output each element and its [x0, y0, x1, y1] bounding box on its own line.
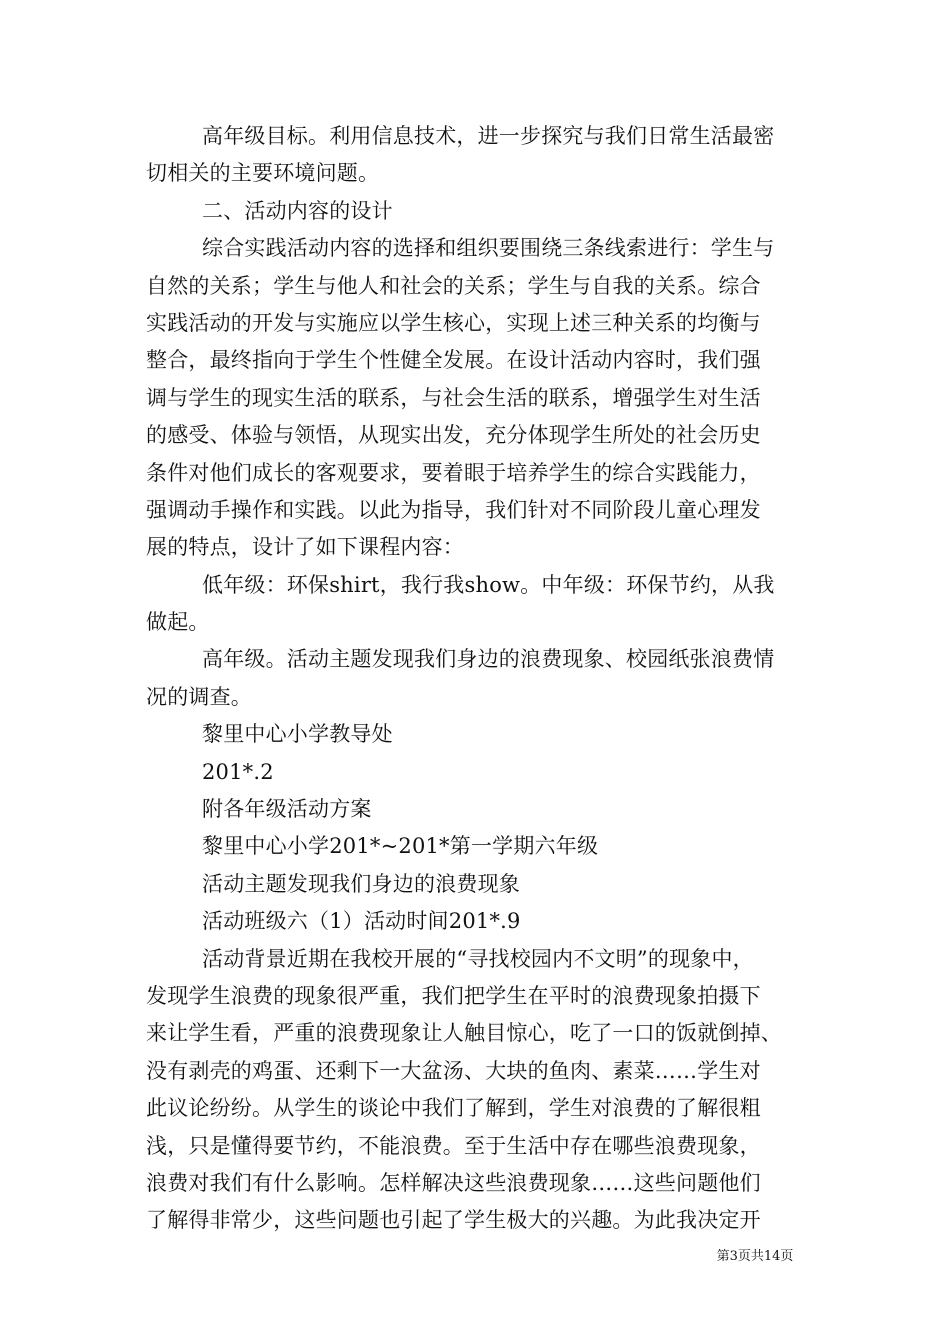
text-line: 自然的关系；学生与他人和社会的关系；学生与自我的关系。综合: [146, 273, 761, 298]
page-number-footer: 第3页共14页: [716, 1249, 794, 1264]
text-line: 强调动手操作和实践。以此为指导，我们针对不同阶段儿童心理发: [146, 497, 761, 522]
text-line: 浪费对我们有什么影响。怎样解决这些浪费现象……这些问题他们: [146, 1170, 761, 1195]
text-line: 黎里中心小学201*~201*第一学期六年级: [202, 834, 599, 859]
text-line: 二、活动内容的设计: [202, 198, 393, 223]
text-line: 201*.2: [202, 759, 274, 784]
text-line: 黎里中心小学教导处: [202, 722, 393, 747]
text-line: 来让学生看，严重的浪费现象让人触目惊心，吃了一口的饭就倒掉、: [146, 1021, 782, 1046]
text-line: 高年级。活动主题发现我们身边的浪费现象、校园纸张浪费情: [202, 647, 775, 672]
text-line: 低年级：环保shirt，我行我show。中年级：环保节约，从我: [202, 572, 775, 597]
text-line: 活动主题发现我们身边的浪费现象: [202, 871, 520, 896]
text-line: 没有剥壳的鸡蛋、还剩下一大盆汤、大块的鱼肉、素菜……学生对: [146, 1058, 761, 1083]
text-line: 的感受、体验与领悟，从现实出发，充分体现学生所处的社会历史: [146, 423, 761, 448]
text-line: 高年级目标。利用信息技术，进一步探究与我们日常生活最密: [202, 124, 775, 148]
text-line: 了解得非常少，这些问题也引起了学生极大的兴趣。为此我决定开: [146, 1208, 761, 1233]
text-line: 此议论纷纷。从学生的谈论中我们了解到，学生对浪费的了解很粗: [146, 1096, 761, 1121]
text-line: 实践活动的开发与实施应以学生核心，实现上述三种关系的均衡与: [146, 310, 761, 335]
text-line: 发现学生浪费的现象很严重，我们把学生在平时的浪费现象拍摄下: [146, 983, 761, 1008]
text-line: 切相关的主要环境问题。: [146, 161, 380, 186]
text-line: 做起。: [146, 610, 210, 635]
text-line: 附各年级活动方案: [202, 797, 372, 822]
text-line: 条件对他们成长的客观要求，要着眼于培养学生的综合实践能力，: [146, 460, 761, 485]
text-line: 活动班级六（1）活动时间201*.9: [202, 909, 521, 934]
text-line: 综合实践活动内容的选择和组织要围绕三条线索进行：学生与: [202, 236, 775, 261]
text-line: 活动背景近期在我校开展的“寻找校园内不文明”的现象中，: [202, 946, 754, 971]
text-line: 调与学生的现实生活的联系，与社会生活的联系，增强学生对生活: [146, 385, 761, 410]
text-line: 浅，只是懂得要节约，不能浪费。至于生活中存在哪些浪费现象，: [146, 1133, 761, 1158]
text-line: 整合，最终指向于学生个性健全发展。在设计活动内容时，我们强: [146, 348, 761, 373]
text-line: 展的特点，设计了如下课程内容：: [146, 535, 464, 560]
text-line: 况的调查。: [146, 684, 252, 709]
document-body: [146, 118, 810, 1240]
